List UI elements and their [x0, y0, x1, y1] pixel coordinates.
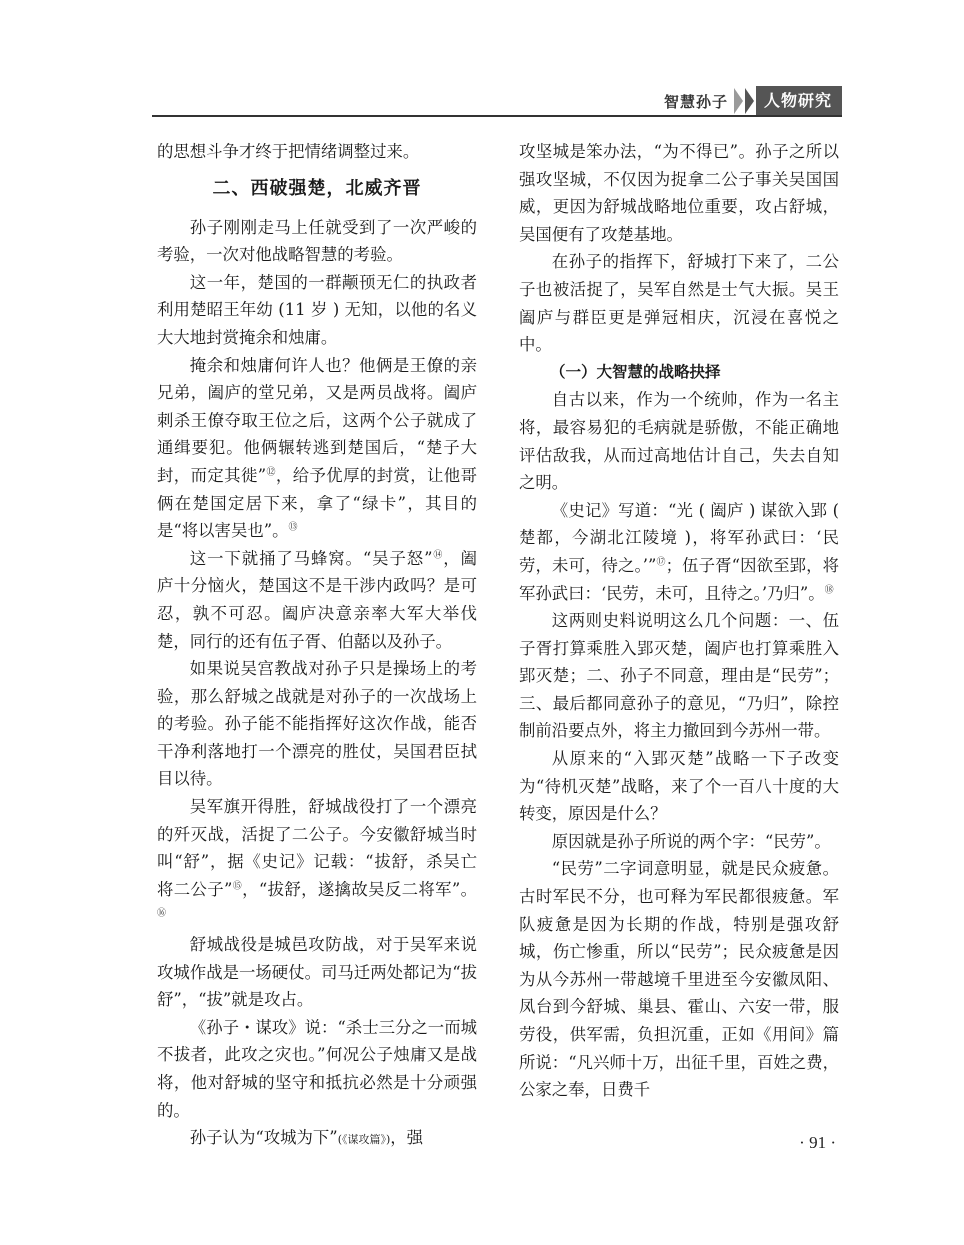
paragraph: 在孙子的指挥下，舒城打下来了，二公子也被活捉了，吴军自然是士气大振。吴王阖庐与群臣更是弹冠相庆，沉浸在喜悦之中。 — [519, 252, 839, 355]
text-run: 掩余和烛庸何许人也？他俩是王僚的亲兄弟，阖庐的堂兄弟，又是两员战将。阖庐刺杀王僚夺取王位之后，这两个公子就成了通缉要犯。他俩辗转逃到楚国后，“楚子大封，而定其徙” — [157, 355, 477, 485]
paragraph: 这两则史料说明这么几个问题：一、伍子胥打算乘胜入郢灭楚，阖庐也打算乘胜入郢灭楚；二、孙子不同意，理由是“民劳”；三、最后都同意孙子的意见，“乃归”，除控制前沿要点外，将主力撤回到今苏州一带。 — [519, 611, 839, 741]
series-title: 智慧孙子 — [663, 92, 728, 111]
paragraph — [157, 545, 477, 655]
footnote-marker: ⑬ — [288, 522, 298, 533]
footnote-marker: ⑭ — [432, 550, 444, 561]
text-run: 孙子认为“攻城为下” — [189, 1128, 338, 1148]
running-header — [664, 86, 842, 116]
paragraph — [157, 793, 477, 931]
citation: (《谋攻篇》) — [337, 1133, 391, 1147]
text-run: ，强 — [390, 1128, 424, 1148]
text-run: ；伍子胥“因欲至郢，将军孙武曰：‘民劳，未可，且待之。’乃归”。 — [519, 555, 839, 603]
section-title: 人物研究 — [756, 86, 842, 116]
paragraph: 自古以来，作为一个统帅，作为一名主将，最容易犯的毛病就是骄傲，不能正确地评估敌我，从而过高地估计自己，失去自知之明。 — [519, 390, 839, 493]
paragraph: 舒城战役是城邑攻防战，对于吴军来说攻城作战是一场硬仗。司马迁两处都记为“拔舒”，“拔”就是攻占。 — [157, 935, 477, 1010]
text-run: 《史记》写道：“光 ( 阖庐 ) 谋欲入郢 ( 楚都，今湖北江陵境 )，将军孙武曰：‘民劳，未可，待之。’” — [519, 500, 839, 575]
section-heading: 二、西破强楚，北威齐晋 — [212, 177, 422, 199]
paragraph: 的思想斗争才终于把情绪调整过来。 — [157, 142, 420, 161]
page-number: · 91 · — [799, 1133, 836, 1152]
text-run: 这一下就捅了马蜂窝。“吴子怒” — [189, 548, 433, 568]
paragraph — [157, 1124, 477, 1154]
paragraph: 如果说吴宫教战对孙子只是操场上的考验，那么舒城之战就是对孙子的一次战场上的考验。孙子能不能指挥好这次作战，能否干净利落地打一个漂亮的胜仗，吴国君臣拭目以待。 — [157, 659, 477, 789]
paragraph: 孙子刚刚走马上任就受到了一次严峻的考验，一次对他战略智慧的考验。 — [157, 217, 477, 265]
footnote-marker: ⑱ — [824, 585, 834, 596]
footnote-marker: ⑰ — [656, 557, 666, 568]
left-column — [157, 138, 477, 1154]
text-run: ，阖庐十分恼火，楚国这不是干涉内政吗？是可忍，孰不可忍。阖庐决意亲率大军大举伐楚，同行的还有伍子胥、伯嚭以及孙子。 — [157, 548, 477, 651]
text-run: 吴军旗开得胜，舒城战役打了一个漂亮的歼灭战，活捉了二公子。今安徽舒城当时叫“舒”，据《史记》记载：“拔舒，杀吴亡将二公子” — [157, 797, 477, 899]
paragraph: 原因就是孙子所说的两个字：“民劳”。 — [551, 831, 831, 851]
paragraph — [157, 352, 477, 545]
paragraph — [519, 497, 839, 607]
chevron-right-icon — [734, 86, 756, 116]
paragraph: “民劳”二字词意明显，就是民众疲惫。古时军民不分，也可释为军民都很疲惫。军队疲惫是因为长期的作战，特别是强攻舒城，伤亡惨重，所以“民劳”；民众疲惫是因为从今苏州一带越境千里进至今安徽凤阳、凤台到今舒城、巢县、霍山、六安一带，服劳役，供军需，负担沉重，正如《用间》篇所说：“凡兴师十万，出征千里，百姓之费，公家之奉，日费千 — [519, 859, 839, 1100]
text-run: ，“拔舒，遂擒故吴反二将军”。 — [242, 879, 477, 899]
paragraph: 《孙子・谋攻》说：“杀士三分之一而城不拔者，此攻之灾也。”何况公子烛庸又是战将，他对舒城的坚守和抵抗必然是十分顽强的。 — [157, 1017, 477, 1120]
footnote-marker: ⑫ — [266, 467, 276, 478]
subsection-heading: （一）大智慧的战略抉择 — [550, 362, 721, 381]
right-column — [519, 138, 839, 1104]
paragraph: 攻坚城是笨办法，“为不得已”。孙子之所以强攻坚城，不仅因为捉拿二公子事关吴国国威，更因为舒城战略地位重要，攻占舒城，吴国便有了攻楚基地。 — [519, 142, 839, 244]
text-run: ，给予优厚的封赏，让他哥俩在楚国定居下来，拿了“绿卡”，其目的是“将以害吴也”。 — [157, 465, 477, 541]
footnote-marker: ⑮ — [232, 881, 243, 892]
paragraph: 这一年，楚国的一群颟顸无仁的执政者利用楚昭王年幼 (11 岁 ) 无知，以他的名义大大地封赏掩余和烛庸。 — [157, 272, 477, 347]
paragraph: 从原来的“入郢灭楚”战略一下子改变为“待机灭楚”战略，来了个一百八十度的大转变，原因是什么？ — [519, 749, 839, 824]
footnote-marker: ⑯ — [157, 908, 167, 919]
header-rule — [152, 115, 842, 117]
